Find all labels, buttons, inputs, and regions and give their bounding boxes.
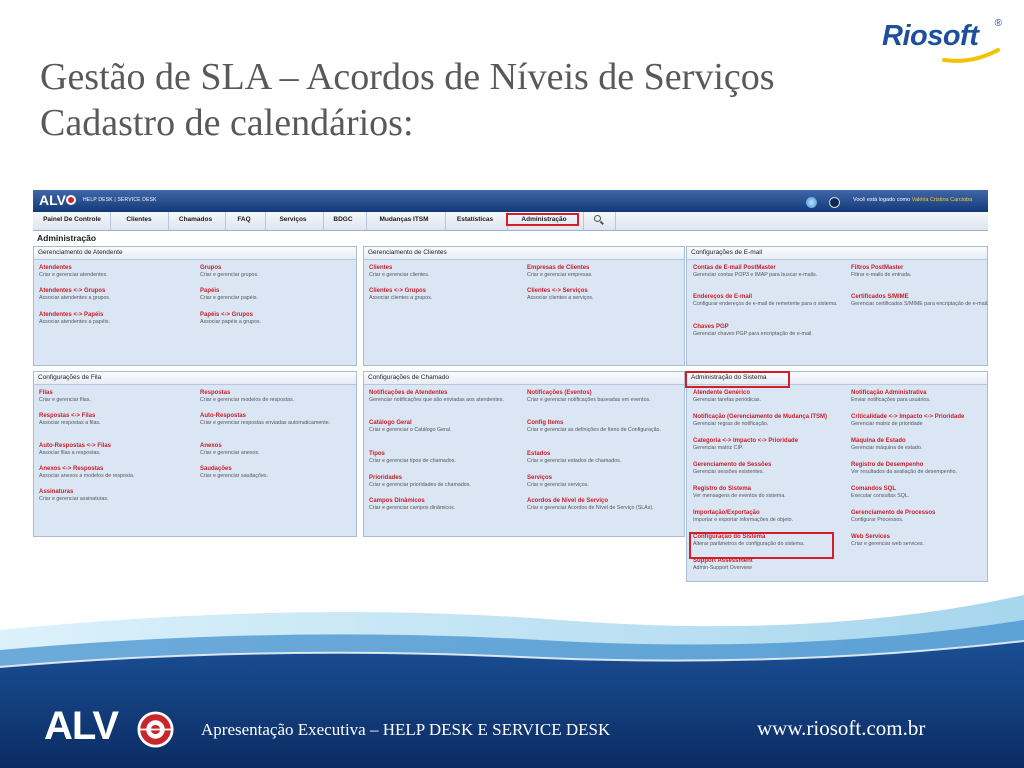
admin-item[interactable]: Certificados S/MIME Gerenciar certificados S/MIME para encriptação de e-mail.: [851, 294, 988, 307]
app-brand: ALV: [39, 192, 66, 208]
app-topbar: [33, 190, 988, 212]
admin-item[interactable]: Config Items Criar e gerenciar as definições de Itens de Configuração.: [527, 420, 661, 433]
nav-painel[interactable]: Painel De Controle: [43, 216, 101, 223]
admin-item[interactable]: Respostas <-> Filas Associar respostas a filas.: [39, 413, 101, 426]
riosoft-logo: [882, 18, 1002, 68]
admin-item[interactable]: Serviços Criar e gerenciar serviços.: [527, 475, 589, 488]
admin-item[interactable]: Filas Criar e gerenciar filas.: [39, 390, 91, 403]
panel-atendente: [33, 246, 357, 366]
panel-clientes: [363, 246, 685, 366]
admin-item[interactable]: Importação/Exportação Importar e exportar informações de objeto.: [693, 510, 794, 523]
admin-item[interactable]: Assinaturas Criar e gerenciar assinaturas.: [39, 489, 109, 502]
admin-item[interactable]: Gerenciamento de Sessões Gerenciar sessões existentes.: [693, 462, 772, 475]
admin-item[interactable]: Empresas de Clientes Criar e gerenciar empresas.: [527, 265, 593, 278]
logged-user-name[interactable]: Valéria Cristina Carcioba: [911, 197, 973, 203]
slide-title: [40, 54, 775, 146]
panel-title: Administração do Sistema: [687, 372, 987, 385]
nav-estatisticas[interactable]: Estatísticas: [456, 216, 494, 223]
logged-user: [853, 197, 972, 203]
admin-item[interactable]: Atendentes Criar e gerenciar atendentes.: [39, 265, 108, 278]
highlight-administracao-sistema: [685, 371, 790, 388]
footer-alvo-logo: ALV: [44, 704, 119, 748]
panel-title: Configurações de Chamado: [364, 372, 684, 385]
admin-item[interactable]: Máquina de Estado Gerenciar máquina de estado.: [851, 438, 923, 451]
nav-clientes[interactable]: Clientes: [126, 216, 152, 223]
footer-url[interactable]: www.riosoft.com.br: [757, 716, 926, 740]
nav-faq[interactable]: FAQ: [237, 216, 251, 223]
admin-item[interactable]: Acordos de Nível de Serviço Criar e gerenciar Acordos de Nível de Serviço (SLAs).: [527, 498, 654, 511]
swoosh-icon: [942, 48, 1002, 64]
admin-item[interactable]: Registro do Sistema Ver mensagens de eventos do sistema.: [693, 486, 786, 499]
admin-item[interactable]: Web Services Criar e gerenciar web services.: [851, 534, 925, 547]
admin-item[interactable]: Catálogo Geral Criar e gerenciar o Catálogo Geral.: [369, 420, 452, 433]
nav-chamados[interactable]: Chamados: [178, 216, 213, 223]
highlight-configuracao-sistema: [689, 532, 834, 559]
panel-email: [686, 246, 988, 366]
riosoft-logo-text: Riosoft: [882, 20, 979, 52]
app-brand-subtitle: HELP DESK | SERVICE DESK: [83, 197, 157, 203]
admin-item[interactable]: Notificação Administrativa Enviar notificações para usuários.: [851, 390, 931, 403]
admin-item[interactable]: Gerenciamento de Processos Configurar Processos.: [851, 510, 936, 523]
admin-item[interactable]: Registro de Desempenho Ver resultados da avaliação de desempenho.: [851, 462, 958, 475]
admin-item[interactable]: Anexos <-> Respostas Associar anexos a modelos de resposta.: [39, 466, 135, 479]
admin-item[interactable]: Tipos Criar e gerenciar tipos de chamados.: [369, 451, 456, 464]
nav-administracao-highlight: [506, 213, 579, 226]
admin-item[interactable]: Papéis Criar e gerenciar papéis.: [200, 288, 258, 301]
admin-item[interactable]: Notificações (Eventos) Criar e gerenciar notificações baseadas em eventos.: [527, 390, 651, 403]
panel-title: Configurações de E-mail: [687, 247, 987, 260]
admin-item[interactable]: Support Assessment Admin-Support Overview: [693, 558, 753, 571]
nav-servicos[interactable]: Serviços: [279, 216, 307, 223]
registered-mark: ®: [994, 18, 1002, 29]
admin-item[interactable]: Campos Dinâmicos Criar e gerenciar campos dinâmicos.: [369, 498, 456, 511]
target-logo-icon: [66, 195, 76, 205]
admin-item[interactable]: Clientes Criar e gerenciar clientes.: [369, 265, 430, 278]
admin-item[interactable]: Papéis <-> Grupos Associar papéis a grupos.: [200, 312, 261, 325]
chat-icon[interactable]: [806, 197, 817, 208]
admin-item[interactable]: Auto-Respostas Criar e gerenciar respostas enviadas automaticamente.: [200, 413, 331, 426]
admin-item[interactable]: Atendentes <-> Grupos Associar atendentes a grupos.: [39, 288, 111, 301]
admin-item[interactable]: Endereços de E-mail Configurar endereços de e-mail de remetente para o sistema.: [693, 294, 838, 307]
admin-item[interactable]: Clientes <-> Grupos Associar clientes a grupos.: [369, 288, 433, 301]
target-icon: [137, 711, 174, 748]
admin-item[interactable]: Filtros PostMaster Filtrar e-mails de entrada.: [851, 265, 912, 278]
admin-item[interactable]: Notificações de Atendentes Gerenciar notificações que são enviadas aos atendentes.: [369, 390, 504, 403]
nav-mudancas[interactable]: Mudanças ITSM: [379, 216, 429, 223]
nav-bdgc[interactable]: BDGC: [333, 216, 353, 223]
panel-title: Gerenciamento de Atendente: [34, 247, 356, 260]
admin-item[interactable]: Grupos Criar e gerenciar grupos.: [200, 265, 259, 278]
admin-item[interactable]: Atendentes <-> Papéis Associar atendentes a papéis.: [39, 312, 110, 325]
app-screenshot: [33, 190, 988, 582]
admin-heading: Administração: [37, 233, 97, 243]
logged-user-prefix: Você está logado como: [853, 197, 911, 203]
admin-item[interactable]: Saudações Criar e gerenciar saudações.: [200, 466, 269, 479]
admin-item[interactable]: Atendente Genérico Gerenciar tarefas periódicas.: [693, 390, 762, 403]
search-icon[interactable]: [594, 215, 601, 222]
nav-administracao[interactable]: Administração: [521, 216, 567, 223]
admin-item[interactable]: Comandos SQL Executar consultas SQL.: [851, 486, 910, 499]
panel-fila: [33, 371, 357, 537]
admin-item[interactable]: Estados Criar e gerenciar estados de chamados.: [527, 451, 622, 464]
admin-item[interactable]: Contas de E-mail PostMaster Gerenciar contas POP3 e IMAP para buscar e-mails.: [693, 265, 818, 278]
panel-title: Gerenciamento de Clientes: [364, 247, 684, 260]
panel-title: Configurações de Fila: [34, 372, 356, 385]
admin-item[interactable]: Categoria <-> Impacto <-> Prioridade Gerenciar matriz CIP.: [693, 438, 799, 451]
admin-item[interactable]: Prioridades Criar e gerenciar prioridades de chamados.: [369, 475, 471, 488]
admin-item[interactable]: Auto-Respostas <-> Filas Associar filas a respostas.: [39, 443, 112, 456]
logout-icon[interactable]: [829, 197, 840, 208]
topbar-icons: [806, 194, 848, 212]
admin-item[interactable]: Anexos Criar e gerenciar anexos.: [200, 443, 260, 456]
admin-item[interactable]: Configuração do Sistema Alterar parâmetros de configuração do sistema.: [693, 534, 805, 547]
admin-item[interactable]: Respostas Criar e gerenciar modelos de respostas.: [200, 390, 295, 403]
admin-item[interactable]: Criticalidade <-> Impacto <-> Prioridade Gerenciar matriz de prioridade: [851, 414, 965, 427]
footer-caption: Apresentação Executiva – HELP DESK E SERVICE DESK: [201, 720, 611, 739]
slide-title-line1: Gestão de SLA – Acordos de Níveis de Serviços: [40, 56, 775, 98]
admin-item[interactable]: Notificação (Gerenciamento de Mudança ITSM) Gerenciar regras de notificação.: [693, 414, 828, 427]
admin-item[interactable]: Clientes <-> Serviços Associar clientes a serviços.: [527, 288, 594, 301]
admin-item[interactable]: Chaves PGP Gerenciar chaves PGP para encriptação de e-mail.: [693, 324, 813, 337]
slide-title-line2: Cadastro de calendários:: [40, 102, 414, 144]
panel-chamado: [363, 371, 685, 537]
